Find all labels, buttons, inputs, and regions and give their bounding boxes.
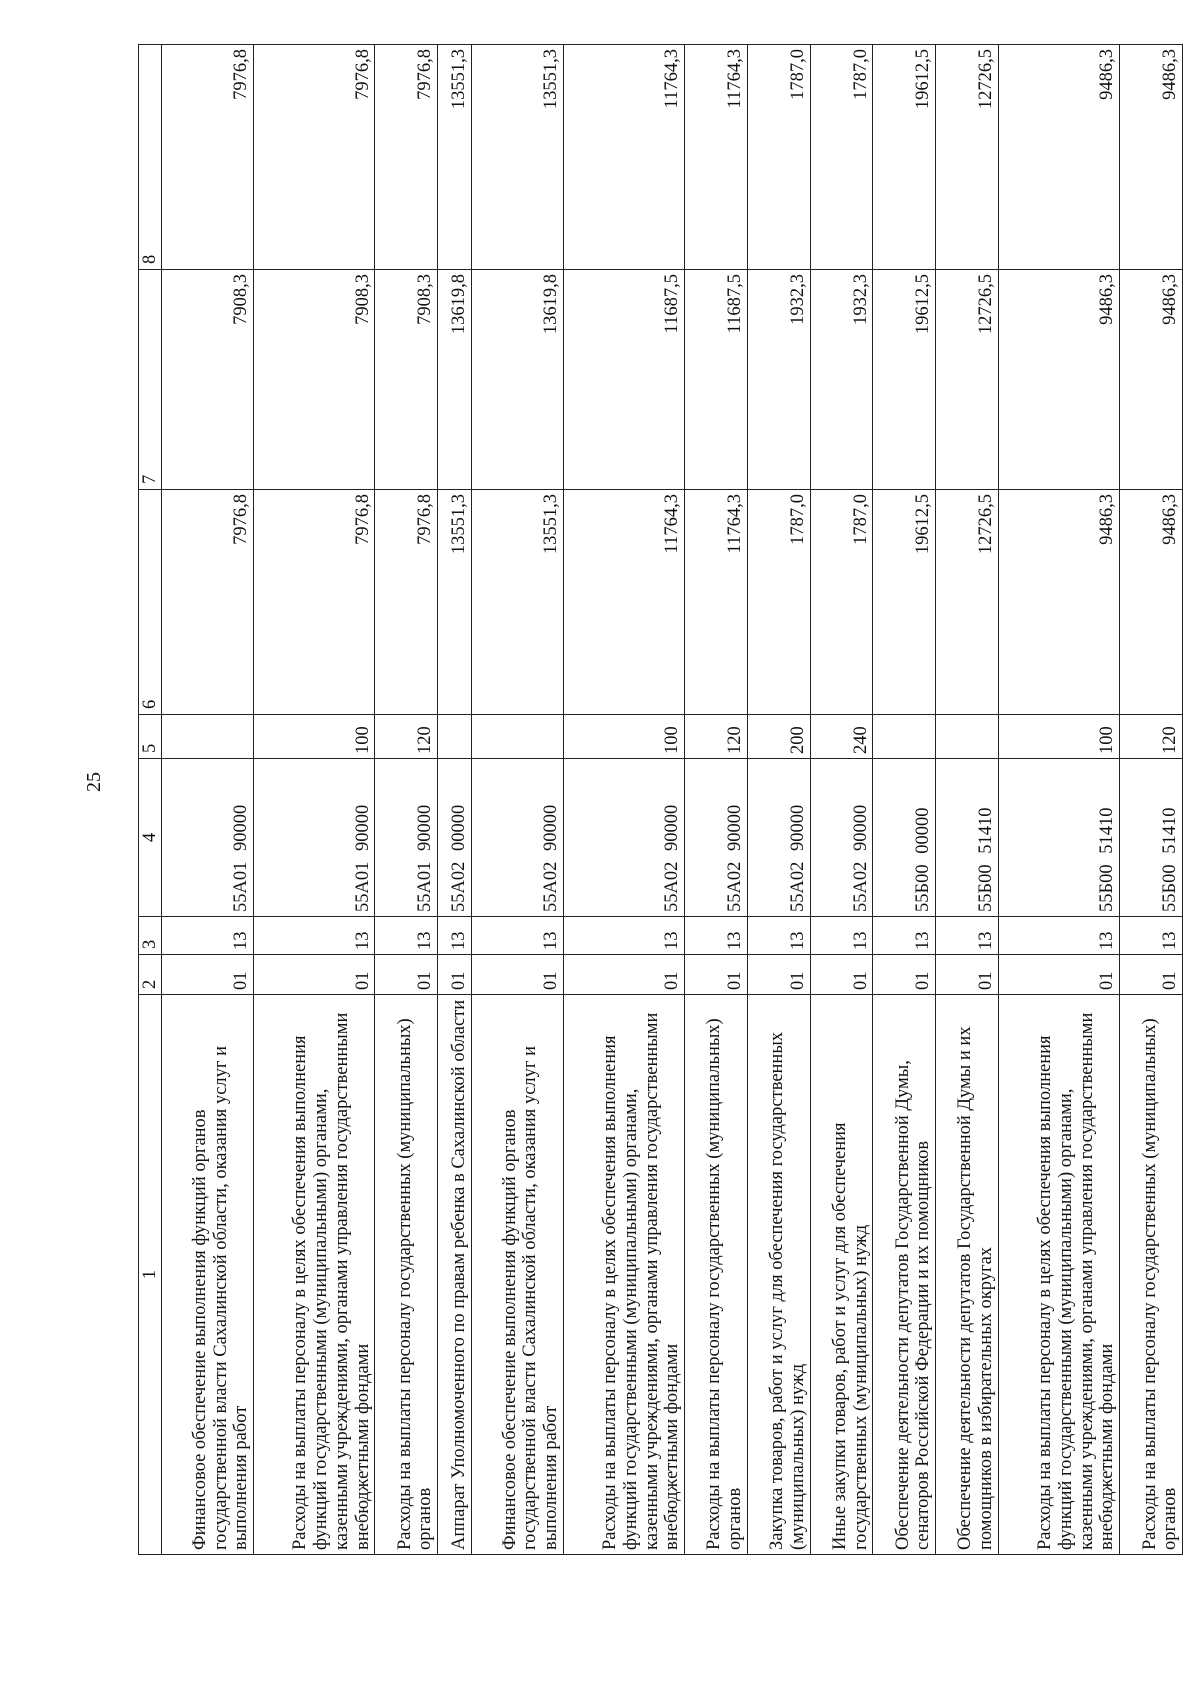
- table-row: [873, 45, 936, 1555]
- row-value-col6-cell: 11764,3: [563, 490, 684, 715]
- table-row: [254, 45, 375, 1555]
- row-section-cell: 01: [162, 955, 254, 995]
- row-expense-type-cell: [873, 715, 936, 759]
- row-subsection-cell: 13: [747, 917, 810, 955]
- table-row: [684, 45, 747, 1555]
- row-value-col6-cell: 9486,3: [998, 490, 1119, 715]
- row-value-col6-cell: 19612,5: [873, 490, 936, 715]
- row-expense-type-cell: 100: [254, 715, 375, 759]
- row-value-col6-cell: 11764,3: [684, 490, 747, 715]
- row-name-cell: Расходы на выплаты персоналу в целях обеспечения выполнения функций государственными (муниципальными) органами, казенными учреждениями, органами управления государственными внебюджетными фондами: [563, 995, 684, 1555]
- row-expense-type-cell: [438, 715, 472, 759]
- row-subsection-cell: 13: [1120, 917, 1183, 955]
- row-value-col6-cell: 9486,3: [1120, 490, 1183, 715]
- row-value-col7-cell: 7908,3: [375, 270, 438, 490]
- row-value-col8-cell: 1787,0: [747, 45, 810, 270]
- row-subsection-cell: 13: [873, 917, 936, 955]
- row-expense-type-cell: [162, 715, 254, 759]
- row-section-cell: 01: [1120, 955, 1183, 995]
- row-subsection-cell: 13: [162, 917, 254, 955]
- row-value-col8-cell: 1787,0: [810, 45, 873, 270]
- row-value-col6-cell: 7976,8: [254, 490, 375, 715]
- row-expense-type-cell: 120: [684, 715, 747, 759]
- row-name-cell: Расходы на выплаты персоналу государственных (муниципальных) органов: [1120, 995, 1183, 1555]
- row-target-code-cell: 55А01 90000: [254, 759, 375, 917]
- header-col-4: 4: [139, 759, 162, 917]
- row-value-col8-cell: 9486,3: [998, 45, 1119, 270]
- row-value-col8-cell: 7976,8: [162, 45, 254, 270]
- table-row: [471, 45, 563, 1555]
- row-section-cell: 01: [873, 955, 936, 995]
- row-name-cell: Закупка товаров, работ и услуг для обеспечения государственных (муниципальных) нужд: [747, 995, 810, 1555]
- table-row: [162, 45, 254, 1555]
- row-value-col7-cell: 9486,3: [998, 270, 1119, 490]
- row-subsection-cell: 13: [438, 917, 472, 955]
- table-row: [438, 45, 472, 1555]
- row-expense-type-cell: 100: [998, 715, 1119, 759]
- row-subsection-cell: 13: [810, 917, 873, 955]
- row-name-cell: Иные закупки товаров, работ и услуг для обеспечения государственных (муниципальных) нужд: [810, 995, 873, 1555]
- row-section-cell: 01: [471, 955, 563, 995]
- row-name-cell: Аппарат Уполномоченного по правам ребенка в Сахалинской области: [438, 995, 472, 1555]
- row-target-code-cell: 55А02 90000: [810, 759, 873, 917]
- header-col-5: 5: [139, 715, 162, 759]
- row-value-col6-cell: 13551,3: [438, 490, 472, 715]
- row-value-col7-cell: 12726,5: [936, 270, 999, 490]
- table-row: [936, 45, 999, 1555]
- row-value-col8-cell: 12726,5: [936, 45, 999, 270]
- row-section-cell: 01: [810, 955, 873, 995]
- row-expense-type-cell: 120: [375, 715, 438, 759]
- row-value-col8-cell: 7976,8: [375, 45, 438, 270]
- row-section-cell: 01: [254, 955, 375, 995]
- row-section-cell: 01: [684, 955, 747, 995]
- row-subsection-cell: 13: [471, 917, 563, 955]
- header-col-1: 1: [139, 995, 162, 1555]
- row-value-col7-cell: 13619,8: [438, 270, 472, 490]
- row-name-cell: Расходы на выплаты персоналу в целях обеспечения выполнения функций государственными (муниципальными) органами, казенными учреждениями, органами управления государственными внебюджетными фондами: [998, 995, 1119, 1555]
- row-target-code-cell: 55А01 90000: [375, 759, 438, 917]
- row-subsection-cell: 13: [254, 917, 375, 955]
- row-section-cell: 01: [936, 955, 999, 995]
- row-name-cell: Обеспечение деятельности депутатов Государственной Думы и их помощников в избирательных округах: [936, 995, 999, 1555]
- row-value-col8-cell: 13551,3: [438, 45, 472, 270]
- row-value-col6-cell: 1787,0: [810, 490, 873, 715]
- page-number: 25: [83, 772, 105, 792]
- row-target-code-cell: 55А02 90000: [563, 759, 684, 917]
- row-value-col7-cell: 13619,8: [471, 270, 563, 490]
- row-value-col7-cell: 19612,5: [873, 270, 936, 490]
- rotated-table-container: [138, 45, 1183, 1555]
- table-row: [810, 45, 873, 1555]
- header-col-2: 2: [139, 955, 162, 995]
- row-value-col8-cell: 11764,3: [563, 45, 684, 270]
- row-target-code-cell: 55Б00 00000: [873, 759, 936, 917]
- rotation-layer: [138, 45, 1183, 1555]
- budget-table: [138, 44, 1183, 1555]
- row-expense-type-cell: [936, 715, 999, 759]
- row-name-cell: Расходы на выплаты персоналу государственных (муниципальных) органов: [375, 995, 438, 1555]
- row-value-col8-cell: 13551,3: [471, 45, 563, 270]
- row-value-col7-cell: 1932,3: [810, 270, 873, 490]
- row-expense-type-cell: 100: [563, 715, 684, 759]
- table-row: [747, 45, 810, 1555]
- table-row: [1120, 45, 1183, 1555]
- row-value-col8-cell: 19612,5: [873, 45, 936, 270]
- row-name-cell: Финансовое обеспечение выполнения функций органов государственной власти Сахалинской области, оказания услуг и выполнения работ: [162, 995, 254, 1555]
- row-target-code-cell: 55Б00 51410: [998, 759, 1119, 917]
- row-value-col7-cell: 11687,5: [684, 270, 747, 490]
- row-section-cell: 01: [438, 955, 472, 995]
- row-target-code-cell: 55А02 90000: [471, 759, 563, 917]
- row-value-col7-cell: 7908,3: [254, 270, 375, 490]
- row-section-cell: 01: [998, 955, 1119, 995]
- row-value-col8-cell: 9486,3: [1120, 45, 1183, 270]
- row-name-cell: Обеспечение деятельности депутатов Государственной Думы, сенаторов Российской Федерации и их помощников: [873, 995, 936, 1555]
- row-target-code-cell: 55А01 90000: [162, 759, 254, 917]
- row-subsection-cell: 13: [375, 917, 438, 955]
- row-value-col7-cell: 7908,3: [162, 270, 254, 490]
- row-target-code-cell: 55Б00 51410: [936, 759, 999, 917]
- header-col-8: 8: [139, 45, 162, 270]
- row-value-col6-cell: 1787,0: [747, 490, 810, 715]
- row-target-code-cell: 55А02 90000: [684, 759, 747, 917]
- row-value-col7-cell: 9486,3: [1120, 270, 1183, 490]
- row-name-cell: Расходы на выплаты персоналу государственных (муниципальных) органов: [684, 995, 747, 1555]
- header-col-7: 7: [139, 270, 162, 490]
- row-value-col7-cell: 11687,5: [563, 270, 684, 490]
- row-subsection-cell: 13: [936, 917, 999, 955]
- table-body: [162, 45, 1183, 1555]
- row-value-col6-cell: 12726,5: [936, 490, 999, 715]
- row-target-code-cell: 55А02 90000: [747, 759, 810, 917]
- row-expense-type-cell: 240: [810, 715, 873, 759]
- row-subsection-cell: 13: [998, 917, 1119, 955]
- row-value-col8-cell: 7976,8: [254, 45, 375, 270]
- row-value-col7-cell: 1932,3: [747, 270, 810, 490]
- row-target-code-cell: 55А02 00000: [438, 759, 472, 917]
- row-target-code-cell: 55Б00 51410: [1120, 759, 1183, 917]
- row-value-col6-cell: 13551,3: [471, 490, 563, 715]
- row-value-col6-cell: 7976,8: [162, 490, 254, 715]
- row-section-cell: 01: [747, 955, 810, 995]
- table-row: [563, 45, 684, 1555]
- header-col-6: 6: [139, 490, 162, 715]
- row-subsection-cell: 13: [684, 917, 747, 955]
- row-name-cell: Расходы на выплаты персоналу в целях обеспечения выполнения функций государственными (муниципальными) органами, казенными учреждениями, органами управления государственными внебюджетными фондами: [254, 995, 375, 1555]
- row-name-cell: Финансовое обеспечение выполнения функций органов государственной власти Сахалинской области, оказания услуг и выполнения работ: [471, 995, 563, 1555]
- row-expense-type-cell: [471, 715, 563, 759]
- row-value-col6-cell: 7976,8: [375, 490, 438, 715]
- row-expense-type-cell: 120: [1120, 715, 1183, 759]
- row-subsection-cell: 13: [563, 917, 684, 955]
- row-section-cell: 01: [563, 955, 684, 995]
- header-col-3: 3: [139, 917, 162, 955]
- row-section-cell: 01: [375, 955, 438, 995]
- header-row: [139, 45, 162, 1555]
- row-expense-type-cell: 200: [747, 715, 810, 759]
- table-row: [375, 45, 438, 1555]
- row-value-col8-cell: 11764,3: [684, 45, 747, 270]
- table-row: [998, 45, 1119, 1555]
